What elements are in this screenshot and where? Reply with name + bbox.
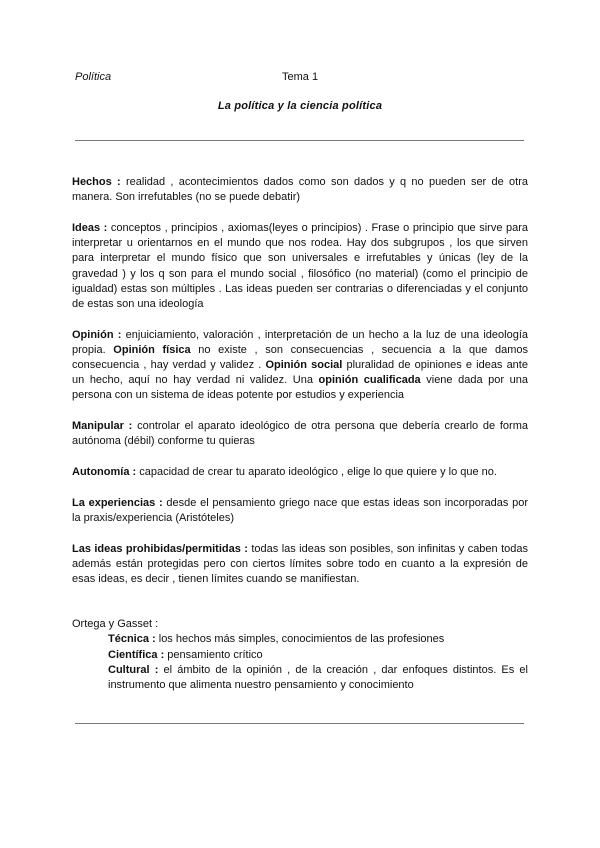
term-cultural: Cultural :: [108, 663, 159, 676]
term-ideas-prohibidas: Las ideas prohibidas/permitidas :: [72, 542, 248, 555]
paragraph-experiencias: [72, 496, 528, 526]
text-cultural: el ámbito de la opinión , de la creación , dar enfoques distintos. Es el instrumento que alimenta nuestro pensamiento y conocimiento: [108, 663, 528, 692]
paragraph-autonomia: [72, 465, 528, 480]
paragraph-opinion: [72, 328, 528, 404]
paragraph-ideas: [72, 221, 528, 312]
term-autonomia: Autonomía :: [72, 466, 137, 479]
paragraph-manipular: [72, 419, 528, 449]
text-hechos: realidad , acontecimientos dados como son dados y q no pueden ser de otra manera. Son irrefutables (no se puede debatir): [72, 176, 528, 204]
text-opinion-3: pluralidad de opiniones e ideas ante un hecho, aquí no hay verdad ni validez. Una: [72, 359, 528, 387]
text-ideas: conceptos , principios , axiomas(leyes o principios) . Frase o principio que sirve para interpretar u orientarnos en el mundo que nos rodea. Hay dos subgrupos , los que sirven para interpretar el mundo físico que son universales e irrefutables y únicas (ley de la gravedad ) y los q son para el mundo social , filosófico (no material) (como el principio de igualdad) estas son múltiples . Las ideas pueden ser contrarias o diferenciadas y el conjunto de estas son una ideología: [72, 221, 528, 310]
header-subject: Política: [75, 71, 112, 83]
term-tecnica: Técnica :: [108, 633, 156, 646]
text-experiencias: desde el pensamiento griego nace que estas ideas son incorporadas por la praxis/experiencia (Aristóteles): [72, 496, 528, 524]
bottom-divider: [75, 723, 524, 724]
paragraph-hechos: [72, 175, 528, 205]
text-opinion-1: enjuiciamiento, valoración , interpretación de un hecho a la luz de una ideología propia.: [72, 328, 528, 356]
header-topic: Tema 1: [282, 71, 319, 83]
paragraph-ideas-prohibidas: [72, 542, 528, 588]
term-opinion-social: Opinión social: [265, 359, 343, 372]
ortega-section: [72, 617, 528, 693]
text-opinion-4: viene dada por una persona con un sistema de ideas potente por estudios y experiencia: [72, 374, 529, 402]
text-cientifica: pensamiento crítico: [164, 648, 263, 661]
text-manipular: controlar el aparato ideológico de otra persona que debería crearlo de forma autónoma (débil) conforme tu quieras: [72, 420, 528, 448]
ortega-item-cultural: [72, 663, 528, 693]
ortega-item-cientifica: [72, 648, 528, 663]
term-opinion-cualificada: opinión cualificada: [318, 374, 421, 387]
term-hechos: Hechos :: [72, 176, 121, 188]
term-manipular: Manipular :: [72, 420, 133, 433]
ortega-intro: Ortega y Gasset :: [72, 618, 159, 631]
term-opinion: Opinión :: [72, 328, 122, 341]
term-opinion-fisica: Opinión física: [113, 343, 191, 356]
text-ideas-prohibidas: todas las ideas son posibles, son infinitas y caben todas además están protegidas pero con ciertos límites sobre todo en cuanto a la expresión de esas ideas, es decir , tienen límites cuando se manifiestan.: [72, 542, 528, 586]
page-title: La política y la ciencia política: [217, 100, 383, 112]
document-body: [72, 175, 528, 693]
ortega-item-tecnica: [72, 632, 528, 647]
text-opinion-2: no existe , son consecuencias , secuencia a la que damos consecuencia , hay verdad y validez .: [72, 343, 528, 372]
term-experiencias: La experiencias :: [72, 496, 163, 509]
text-tecnica: los hechos más simples, conocimientos de las profesiones: [155, 633, 445, 646]
text-autonomia: capacidad de crear tu aparato ideológico , elige lo que quiere y lo que no.: [136, 466, 497, 479]
term-ideas: Ideas :: [72, 221, 108, 234]
term-cientifica: Científica :: [108, 648, 165, 661]
top-divider: [75, 140, 524, 141]
